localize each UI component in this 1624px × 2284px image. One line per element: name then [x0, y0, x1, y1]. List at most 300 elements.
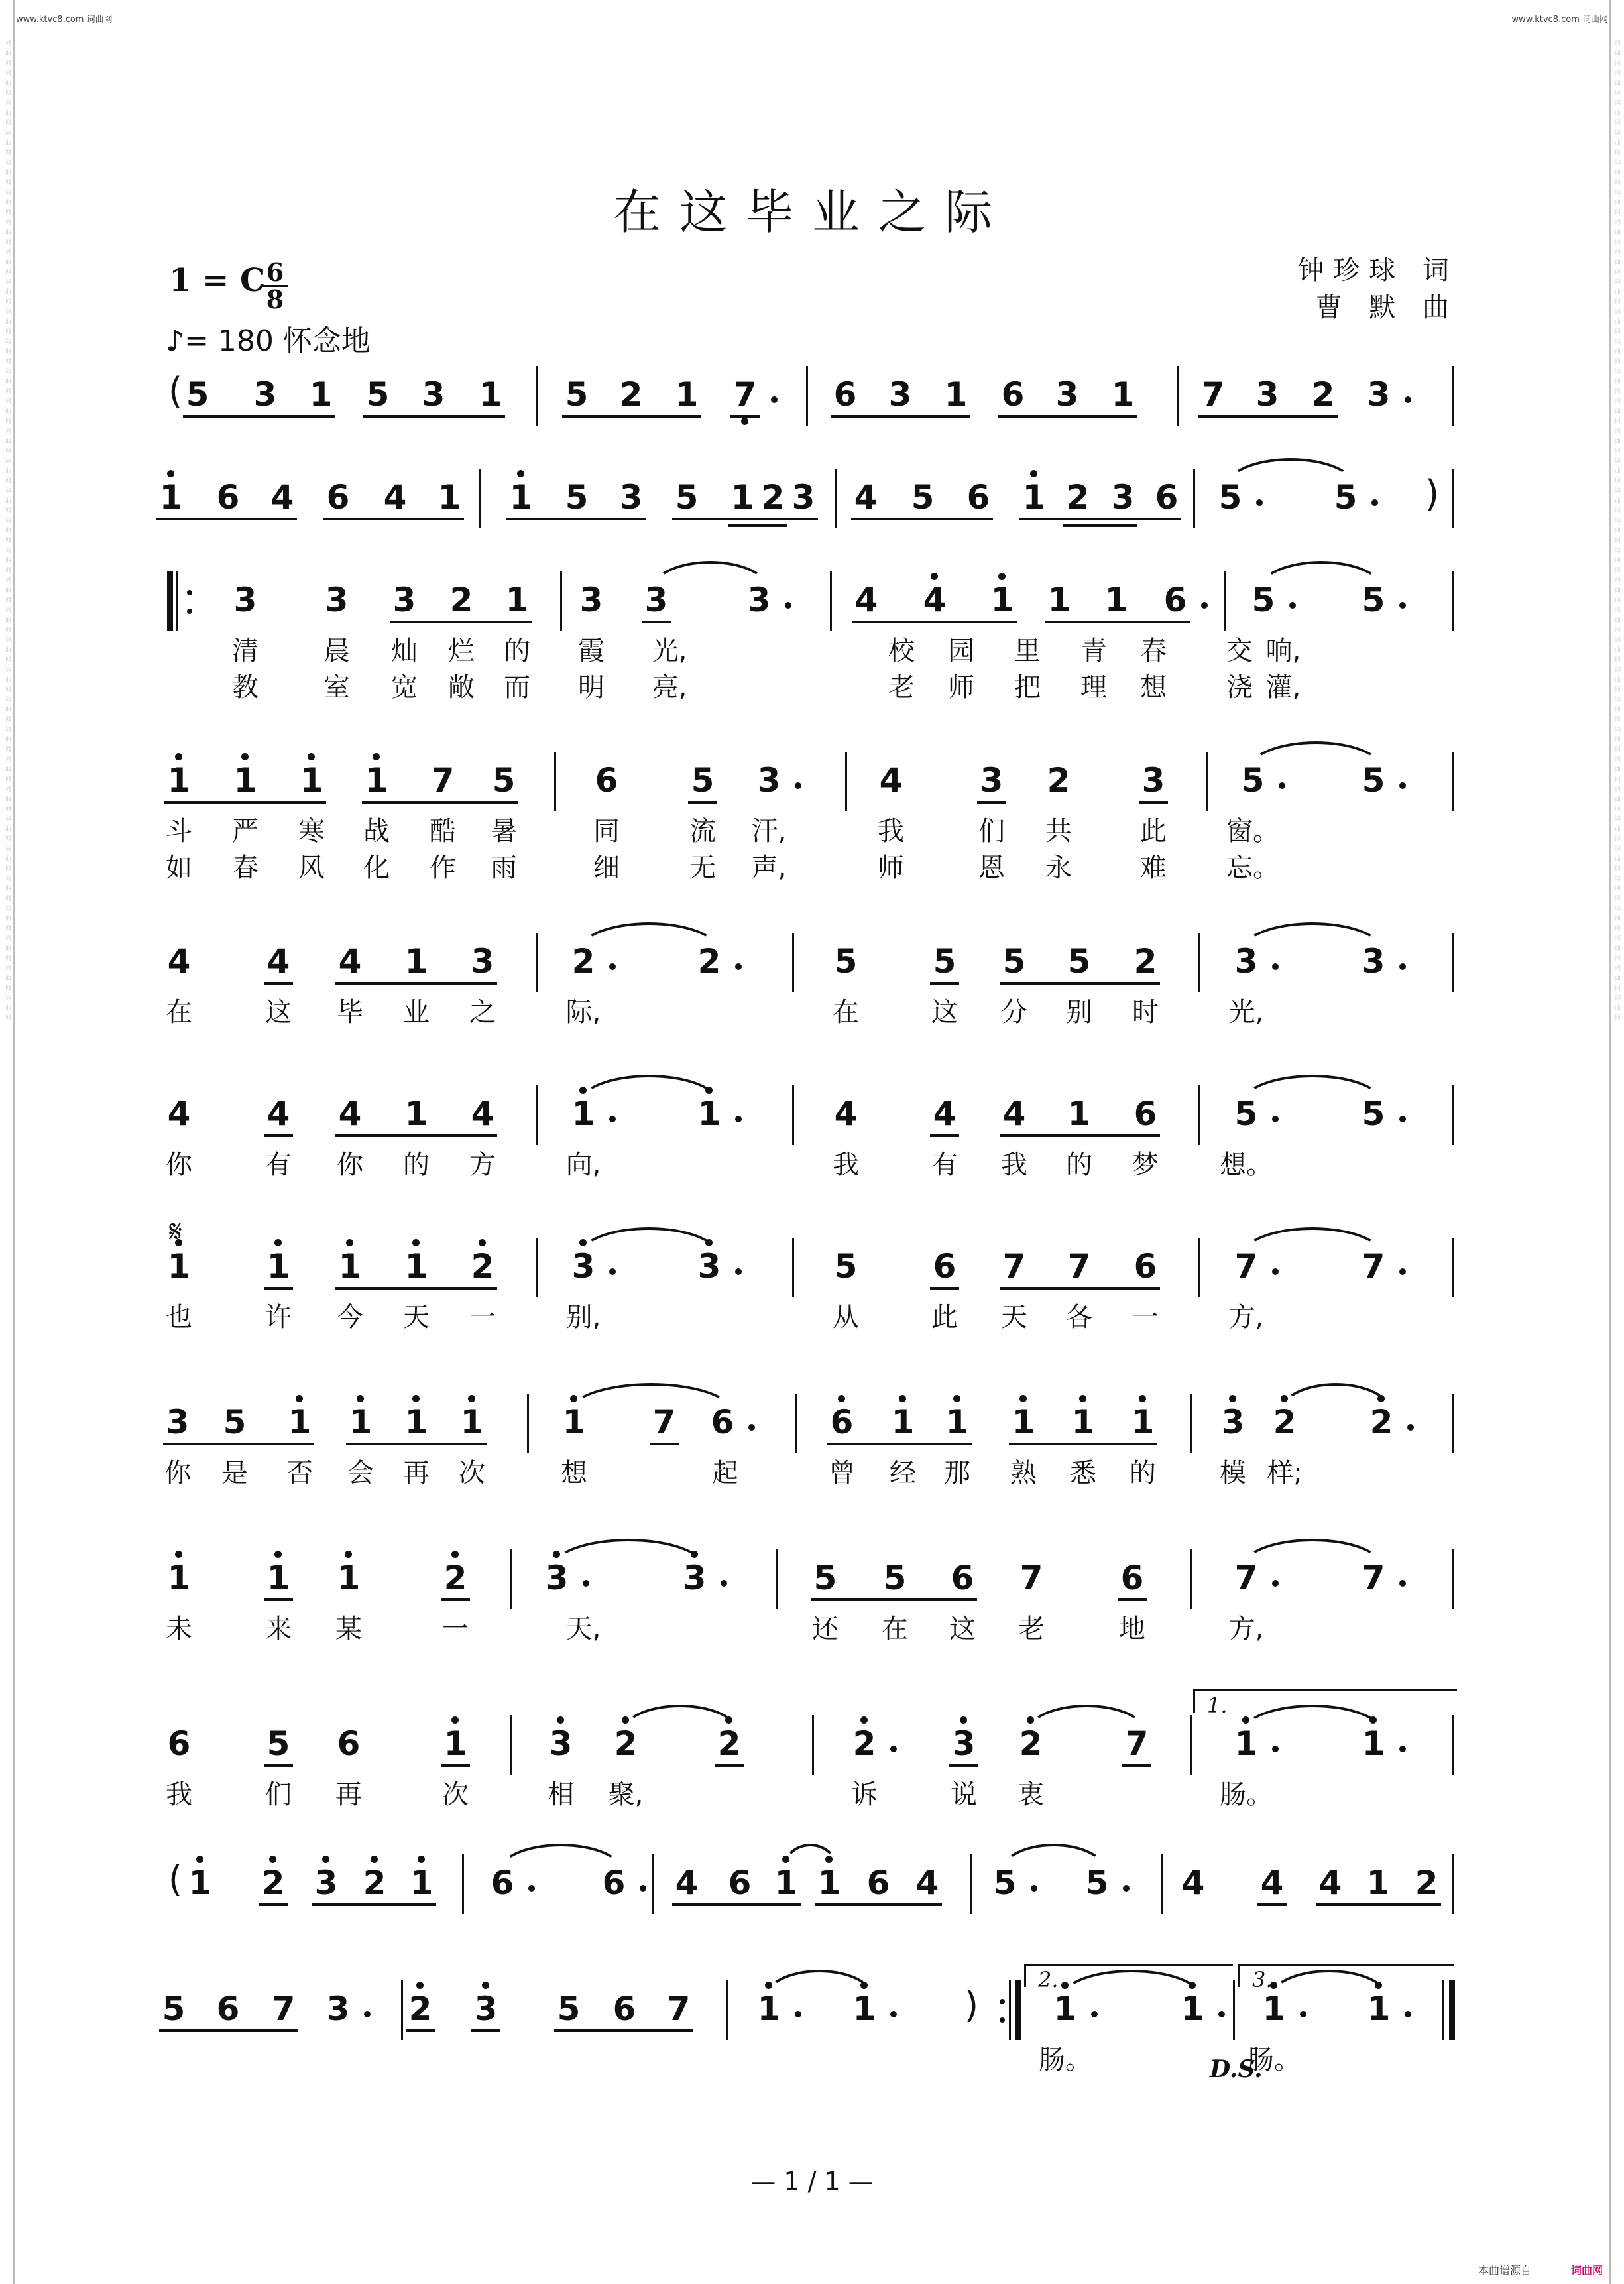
note — [728, 478, 756, 516]
note — [1065, 1247, 1093, 1286]
note — [610, 1990, 638, 2028]
beam — [506, 518, 646, 520]
lyric-syllable: 想。 — [1220, 1150, 1273, 1180]
lyric-syllable: 汗, — [751, 816, 787, 847]
lyric-syllable: 从 — [833, 1302, 859, 1333]
note-digit: 3 — [571, 1247, 595, 1286]
note — [942, 375, 970, 414]
beam — [1000, 1134, 1160, 1137]
lyric-syllable: 响, — [1265, 636, 1301, 666]
note — [441, 1559, 469, 1597]
note-digit: 6 — [830, 1403, 854, 1441]
note — [913, 1864, 941, 1902]
lyric-syllable: 酷 — [430, 816, 456, 847]
barline — [1452, 366, 1454, 426]
beam — [1198, 415, 1338, 418]
note-digit: 1 — [404, 942, 428, 981]
lyric-syllable: 你 — [164, 1458, 191, 1488]
note-digit: 6 — [728, 1864, 752, 1902]
note-digit: 5 — [1002, 942, 1026, 981]
beam — [1045, 621, 1190, 623]
volta-1-label: 1. — [1207, 1693, 1228, 1718]
octave-up-dot — [482, 1982, 489, 1989]
barline — [1161, 1854, 1163, 1914]
note — [1045, 583, 1073, 617]
note — [921, 583, 949, 617]
note-digit: 2 — [571, 942, 595, 981]
note — [324, 478, 352, 516]
note-digit: 5 — [1362, 761, 1385, 800]
lyric-syllable: 同 — [593, 816, 620, 847]
tie-arc — [1279, 1383, 1392, 1412]
octave-up-dot — [557, 1716, 564, 1724]
time-signature — [262, 257, 288, 314]
note-digit: 2 — [1066, 478, 1090, 516]
note-digit: 5 — [1218, 478, 1242, 516]
composer: 曹 默 曲 — [1315, 292, 1458, 323]
note-digit: 4 — [675, 1864, 699, 1902]
note-digit: 4 — [933, 1095, 957, 1133]
beam — [1019, 518, 1181, 520]
note — [324, 1990, 352, 2028]
note-digit: 1 — [1234, 1724, 1258, 1763]
note-digit: 3 — [980, 761, 1004, 800]
note-digit: 7 — [1002, 1247, 1026, 1286]
note — [402, 942, 430, 981]
lyric-syllable: 恩 — [978, 853, 1005, 883]
beam — [811, 1598, 977, 1601]
note — [402, 1403, 430, 1441]
note — [1258, 1864, 1286, 1902]
barline — [812, 1715, 814, 1775]
lyric-syllable: 某 — [335, 1614, 362, 1644]
note-digit: 6 — [833, 375, 857, 414]
note — [477, 375, 504, 414]
lyric-syllable: 一 — [442, 1614, 469, 1644]
note-digit: 1 — [1022, 478, 1046, 516]
lyric-syllable: 里 — [1014, 636, 1041, 666]
lyric-syllable: 有 — [931, 1150, 958, 1180]
site-header-left: www.ktvc8.com 词曲网 — [16, 15, 113, 25]
note-digit: 6 — [866, 1864, 890, 1902]
note-digit: 3 — [166, 1403, 190, 1441]
note — [828, 1403, 856, 1441]
note-digit: 2 — [1047, 761, 1071, 800]
lyric-syllable: 把 — [1014, 672, 1041, 703]
lyric-syllable: 宽 — [391, 672, 418, 703]
note-digit: 5 — [834, 1247, 858, 1286]
barline — [1452, 1394, 1454, 1453]
note — [889, 1403, 917, 1441]
parenthesis: ) — [1425, 473, 1440, 514]
tie-arc — [578, 1075, 720, 1104]
lyric-syllable: 模 — [1220, 1458, 1246, 1488]
note-digit: 1 — [990, 581, 1014, 619]
note — [1000, 1095, 1028, 1133]
tie-arc — [497, 1844, 624, 1873]
octave-up-dot — [838, 1395, 845, 1402]
note-digit: 3 — [888, 375, 912, 414]
octave-up-dot — [418, 1856, 425, 1863]
note-digit: 3 — [549, 1724, 573, 1763]
lyric-syllable: 如 — [166, 853, 192, 883]
beam — [1316, 1903, 1441, 1906]
page-edge-left — [13, 0, 15, 2284]
tie-arc — [651, 561, 770, 590]
page-number: — 1 / 1 — — [750, 2167, 874, 2196]
note — [999, 375, 1027, 414]
beam — [715, 1764, 744, 1767]
beam — [1063, 524, 1137, 527]
barline — [792, 933, 794, 992]
note-digit: 3 — [619, 478, 643, 516]
barline — [1452, 1549, 1454, 1609]
barline — [1224, 571, 1226, 631]
lyric-syllable: 也 — [166, 1302, 192, 1333]
barline — [401, 1980, 403, 2040]
beam — [441, 1598, 470, 1601]
note-digit: 1 — [233, 761, 257, 800]
beam — [406, 2029, 435, 2032]
note-digit: 3 — [683, 1559, 707, 1597]
note-digit: 5 — [565, 375, 589, 414]
note-digit: 5 — [266, 1724, 290, 1763]
barline — [479, 469, 481, 528]
note — [347, 1403, 375, 1441]
note-digit: 5 — [565, 478, 589, 516]
note-digit: 1 — [167, 1559, 191, 1597]
beam — [827, 1443, 972, 1445]
barline — [510, 1549, 512, 1609]
note-digit: 1 — [1367, 1990, 1391, 2028]
note-digit: 4 — [167, 942, 191, 981]
note — [402, 1095, 430, 1133]
lyric-syllable: 的 — [403, 1150, 430, 1180]
note-digit: 2 — [697, 942, 721, 981]
lyric-syllable: 之 — [469, 997, 496, 1028]
octave-up-dot — [953, 1395, 960, 1402]
lyric-syllable: 天, — [565, 1614, 601, 1644]
octave-up-dot — [416, 1982, 424, 1989]
barline — [1233, 1980, 1235, 2040]
octave-up-dot — [269, 1856, 276, 1863]
note — [931, 1247, 958, 1286]
note — [850, 1724, 878, 1763]
repeat-start — [167, 571, 186, 631]
lyric-syllable: 说 — [951, 1779, 977, 1810]
lyric-syllable: 一 — [1132, 1302, 1159, 1333]
barline — [1190, 1715, 1192, 1775]
note-digit: 1 — [437, 478, 461, 516]
lyric-syllable: 理 — [1080, 672, 1107, 703]
note-digit: 1 — [365, 761, 388, 800]
octave-up-dot — [274, 1239, 282, 1246]
note — [949, 1559, 976, 1597]
octave-up-dot — [517, 470, 524, 477]
lyric-syllable: 你 — [337, 1150, 363, 1180]
lyric-syllable: 斗 — [166, 816, 192, 847]
note — [264, 942, 292, 981]
lyric-syllable: 灌, — [1265, 672, 1301, 703]
note — [1109, 478, 1137, 516]
note — [1020, 478, 1048, 516]
note — [1253, 375, 1281, 414]
note-digit: 6 — [1120, 1559, 1144, 1597]
note — [469, 1095, 496, 1133]
tie-arc — [1241, 1539, 1384, 1568]
note-digit: 4 — [471, 1095, 494, 1133]
beam — [156, 518, 297, 520]
lyric-syllable: 际, — [565, 997, 601, 1028]
note — [950, 1724, 978, 1763]
note — [336, 942, 364, 981]
note — [214, 478, 242, 516]
octave-up-dot — [373, 753, 380, 760]
note-digit: 2 — [1273, 1403, 1297, 1441]
lyric-syllable: 浇 — [1226, 672, 1253, 703]
lyric-syllable: 相 — [548, 1779, 574, 1810]
note — [447, 583, 475, 617]
lyric-syllable: 未 — [166, 1614, 192, 1644]
note-digit: 1 — [300, 761, 323, 800]
note — [726, 1864, 754, 1902]
lyric-syllable: 在 — [833, 997, 859, 1028]
note-digit: 7 — [667, 1990, 691, 2028]
note — [1153, 478, 1181, 516]
note — [1364, 1864, 1392, 1902]
note — [264, 1247, 292, 1286]
beam — [323, 518, 464, 520]
note — [755, 761, 783, 800]
octave-up-dot — [346, 1239, 353, 1246]
octave-up-dot — [175, 753, 182, 760]
note-digit: 6 — [216, 1990, 240, 2028]
note — [507, 478, 535, 516]
note — [264, 1559, 292, 1597]
note-digit: 4 — [266, 942, 290, 981]
lyric-syllable: 春 — [232, 853, 259, 883]
note-digit: 3 — [1362, 942, 1385, 981]
note-digit: 5 — [1251, 581, 1275, 619]
note-digit: 3 — [579, 581, 603, 619]
note — [264, 1724, 292, 1763]
note-digit: 1 — [349, 1403, 373, 1441]
tie-arc — [1000, 1844, 1108, 1873]
note-digit: 2 — [449, 581, 473, 619]
note-digit: 2 — [1019, 1724, 1043, 1763]
tie-arc — [1241, 1227, 1384, 1256]
lyric-syllable: 化 — [363, 853, 390, 883]
barline — [536, 366, 538, 426]
lyric-syllable: 们 — [265, 1779, 292, 1810]
note — [943, 1403, 971, 1441]
note-digit: 1 — [697, 1095, 721, 1133]
note — [336, 1247, 364, 1286]
lyric-syllable: 衷 — [1017, 1779, 1044, 1810]
lyric-syllable: 们 — [978, 816, 1005, 847]
lyric-syllable: 在 — [166, 997, 192, 1028]
barline — [1206, 752, 1208, 811]
note-digit: 3 — [1234, 942, 1258, 981]
credits — [1297, 252, 1458, 326]
tie-arc — [1025, 1705, 1147, 1734]
note — [402, 1247, 430, 1286]
lyric-syllable: 否 — [286, 1458, 313, 1488]
barline — [1198, 1238, 1200, 1297]
barline — [554, 752, 556, 811]
note — [1017, 1559, 1045, 1597]
note-digit: 6 — [951, 1559, 974, 1597]
note — [312, 1864, 340, 1902]
note-digit: 2 — [1311, 375, 1335, 414]
lyric-syllable: 许 — [265, 1302, 292, 1333]
repeat-dot — [187, 590, 192, 595]
lyric-syllable: 光, — [1228, 997, 1264, 1028]
beam — [930, 1134, 959, 1137]
note — [441, 1724, 469, 1763]
note-digit: 1 — [1012, 1403, 1035, 1441]
barline — [1452, 469, 1454, 528]
octave-up-dot — [451, 1551, 459, 1558]
note-digit: 3 — [644, 581, 668, 619]
lyric-syllable: 想 — [1140, 672, 1167, 703]
note-digit: 4 — [879, 761, 903, 800]
lyric-syllable: 师 — [948, 672, 974, 703]
note-digit: 1 — [337, 1559, 361, 1597]
beam — [362, 801, 518, 804]
beam — [164, 801, 326, 804]
lyric-syllable: 春 — [1140, 636, 1167, 666]
note — [1219, 1403, 1247, 1441]
note-digit: 6 — [1001, 375, 1025, 414]
lyric-syllable: 起 — [712, 1458, 738, 1488]
beam — [831, 415, 970, 418]
barline — [845, 752, 847, 811]
song-title: 在这毕业之际 — [612, 184, 1011, 240]
note — [931, 1095, 958, 1133]
tie-arc — [551, 1539, 705, 1568]
parenthesis: ( — [168, 1858, 183, 1900]
note-digit: 2 — [363, 1864, 386, 1902]
beam — [441, 1764, 470, 1767]
note — [1064, 478, 1092, 516]
octave-up-dot — [899, 1395, 906, 1402]
lyric-syllable: 教 — [232, 672, 259, 703]
note — [1161, 583, 1189, 617]
beam — [1139, 801, 1168, 804]
note — [1000, 1247, 1028, 1286]
note — [406, 1990, 434, 2028]
note — [214, 1990, 242, 2028]
note — [1309, 375, 1337, 414]
note-digit: 7 — [1234, 1247, 1258, 1286]
note — [458, 1403, 486, 1441]
footer-brand: 词曲网 — [1570, 2264, 1603, 2277]
note-digit: 2 — [761, 478, 785, 516]
note-digit: 5 — [691, 761, 715, 800]
note — [231, 761, 259, 800]
note-digit: 6 — [933, 1247, 957, 1286]
note-digit: 1 — [505, 581, 529, 619]
barline — [1452, 1238, 1454, 1297]
beam — [650, 1443, 679, 1445]
lyric-syllable: 方, — [1228, 1614, 1264, 1644]
barline — [830, 571, 832, 631]
note-digit: 1 — [404, 1247, 428, 1286]
note-digit: 3 — [545, 1559, 569, 1597]
lyric-syllable: 那 — [944, 1458, 970, 1488]
note — [864, 1864, 892, 1902]
note-digit: 3 — [253, 375, 277, 414]
note — [673, 1864, 701, 1902]
note-digit: 3 — [471, 942, 494, 981]
lyric-syllable: 而 — [504, 672, 530, 703]
octave-up-dot — [1229, 1395, 1236, 1402]
volta-1-bracket — [1193, 1689, 1457, 1718]
barline — [792, 1085, 794, 1145]
note — [1045, 761, 1073, 800]
lyric-syllable: 园 — [948, 636, 974, 666]
barline — [1193, 469, 1195, 528]
note — [1131, 1247, 1159, 1286]
lyric-syllable: 肠。 — [1220, 1779, 1273, 1810]
lyric-syllable: 会 — [347, 1458, 374, 1488]
lyric-syllable: 聚, — [608, 1779, 644, 1810]
octave-up-dot — [357, 1395, 364, 1402]
lyric-syllable: 方, — [1228, 1302, 1264, 1333]
lyric-syllable: 师 — [878, 853, 904, 883]
repeat-end-barline — [1009, 1980, 1011, 2040]
note — [555, 1990, 583, 2028]
note — [165, 1247, 193, 1286]
note — [469, 1247, 496, 1286]
note-digit: 6 — [602, 1864, 626, 1902]
lyric-syllable: 的 — [504, 636, 530, 666]
beam — [264, 982, 293, 985]
note — [307, 375, 335, 414]
lyricist: 钟珍球 词 — [1297, 255, 1458, 286]
barline — [1190, 1394, 1192, 1453]
repeat-dot — [1000, 1999, 1005, 2004]
octave-up-dot — [1019, 1395, 1027, 1402]
note-digit: 1 — [410, 1864, 434, 1902]
lyric-syllable: 别, — [565, 1302, 601, 1333]
beam — [163, 1443, 314, 1445]
tie-arc — [1241, 922, 1384, 951]
note — [978, 761, 1006, 800]
lyric-syllable: 肠。 — [1247, 2045, 1301, 2075]
note-digit: 7 — [1234, 1559, 1258, 1597]
octave-up-dot — [860, 1716, 868, 1724]
lyric-syllable: 这 — [949, 1614, 976, 1644]
note-digit: 4 — [338, 942, 362, 981]
note — [831, 375, 859, 414]
note-digit: 6 — [595, 761, 618, 800]
lyric-syllable: 老 — [888, 672, 915, 703]
note — [1413, 1864, 1440, 1902]
beam — [159, 2029, 298, 2032]
note-digit: 1 — [1366, 1864, 1390, 1902]
tie-arc — [578, 922, 720, 951]
note — [408, 1864, 435, 1902]
site-header-right: www.ktvc8.com 词曲网 — [1511, 15, 1608, 25]
note — [490, 761, 518, 800]
note — [390, 583, 418, 617]
note — [931, 942, 958, 981]
note-digit: 3 — [474, 1990, 498, 2028]
note — [335, 1559, 363, 1597]
octave-up-dot — [296, 1395, 303, 1402]
